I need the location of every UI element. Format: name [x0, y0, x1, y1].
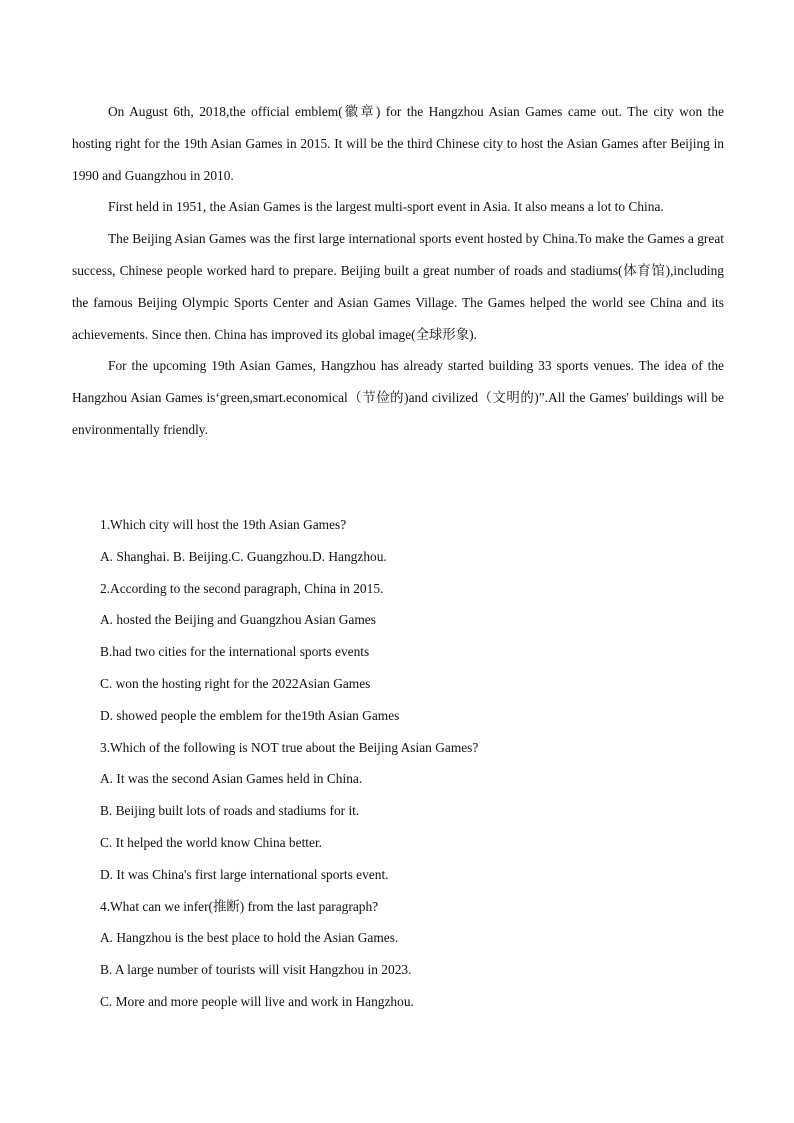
paragraph-4: For the upcoming 19th Asian Games, Hangzhou has already started building 33 sports venues. The idea of the Hangzhou Asian Games is‘green,smart.economical（节俭的)and civilized（文明的)”.All the Games' buildings will be environmentally friendly.: [72, 358, 724, 437]
reading-passage: [72, 96, 724, 446]
question-2-option-b: B.had two cities for the international sports events: [100, 644, 370, 660]
question-3-stem: 3.Which of the following is NOT true about the Beijing Asian Games?: [100, 739, 479, 755]
question-2-stem: 2.According to the second paragraph, China in 2015.: [100, 580, 384, 596]
question-3-option-d: D. It was China's first large international sports event.: [100, 866, 389, 882]
question-4-option-b: B. A large number of tourists will visit Hangzhou in 2023.: [100, 962, 412, 978]
question-4-option-c: C. More and more people will live and work in Hangzhou.: [100, 993, 414, 1009]
question-3-option-b: B. Beijing built lots of roads and stadiums for it.: [100, 803, 360, 819]
question-4-option-a: A. Hangzhou is the best place to hold the Asian Games.: [100, 930, 399, 946]
question-2-option-d: D. showed people the emblem for the19th Asian Games: [100, 707, 400, 723]
question-1-stem: 1.Which city will host the 19th Asian Games?: [100, 517, 347, 532]
question-3-option-a: A. It was the second Asian Games held in China.: [100, 771, 363, 787]
question-4-stem: 4.What can we infer(推断) from the last paragraph?: [100, 898, 379, 914]
paragraph-1: On August 6th, 2018,the official emblem(徽章) for the Hangzhou Asian Games came out. The city won the hosting right for the 19th Asian Games in 2015. It will be the third Chinese city to host the Asian Games after Beijing in 1990 and Guangzhou in 2010.: [72, 104, 724, 183]
question-2-option-a: A. hosted the Beijing and Guangzhou Asian Games: [100, 612, 376, 628]
question-list: [100, 509, 720, 1018]
question-2-option-c: C. won the hosting right for the 2022Asian Games: [100, 675, 371, 691]
question-3-option-c: C. It helped the world know China better.: [100, 834, 323, 850]
paragraph-2: First held in 1951, the Asian Games is the largest multi-sport event in Asia. It also means a lot to China.: [108, 199, 664, 215]
paragraph-3: The Beijing Asian Games was the first large international sports event hosted by China.To make the Games a great success, Chinese people worked hard to prepare. Beijing built a great number of roads and stadiums(体育馆),including the famous Beijing Olympic Sports Center and Asian Games Village. The Games helped the world see China and its achievements. Since then. China has improved its global image(全球形象).: [72, 231, 724, 342]
question-1-options: A. Shanghai. B. Beijing.C. Guangzhou.D. Hangzhou.: [100, 548, 387, 564]
